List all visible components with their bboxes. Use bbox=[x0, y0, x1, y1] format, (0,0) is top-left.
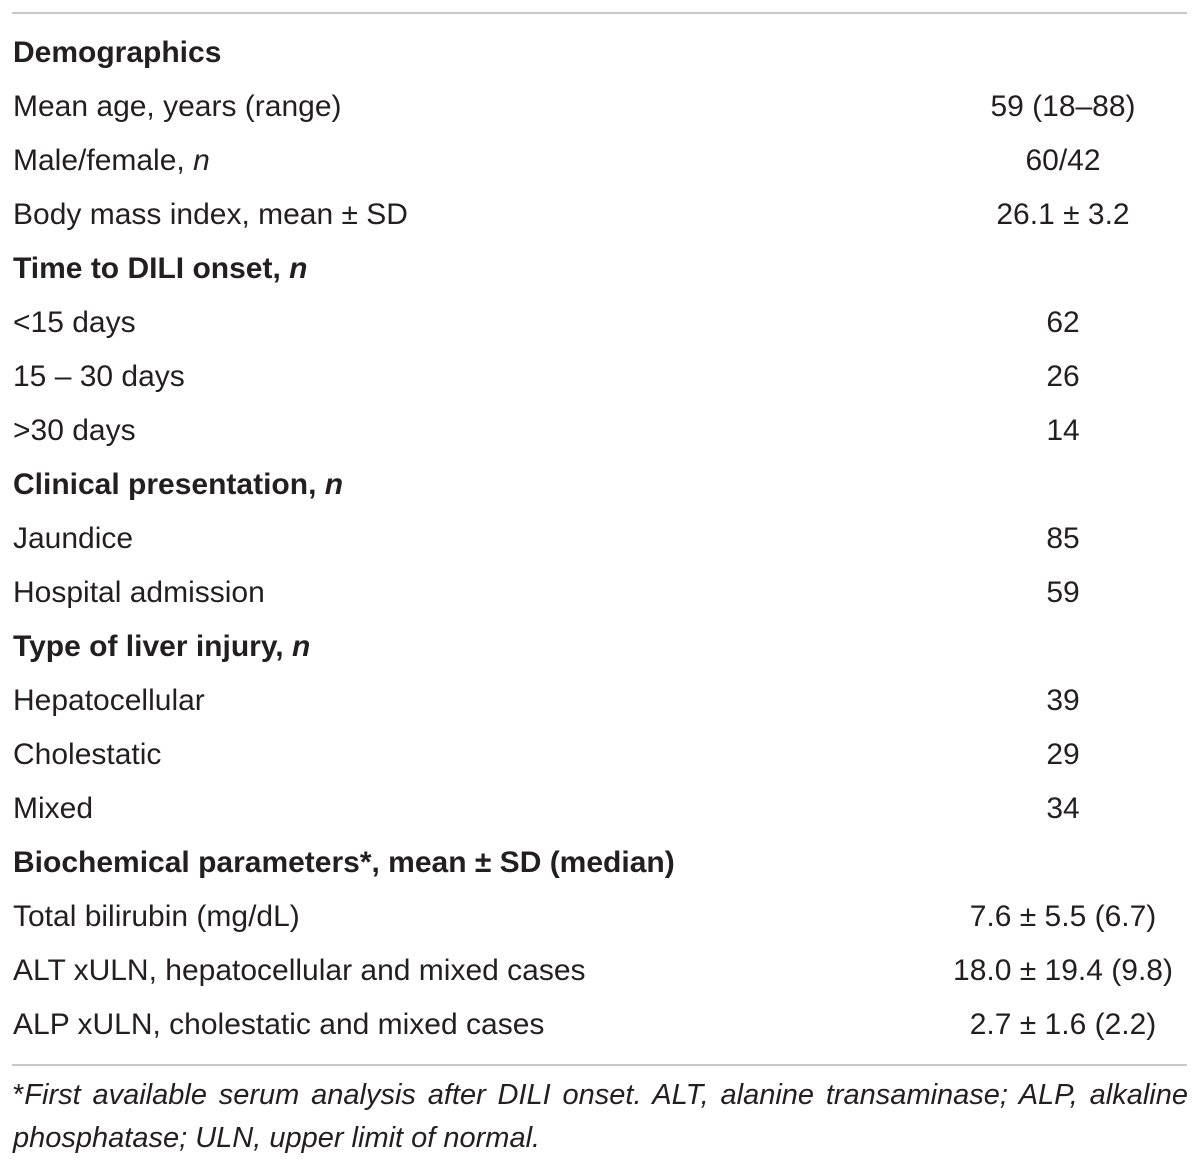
section-header bbox=[0, 836, 1200, 890]
section-title-text: Type of liver injury, bbox=[13, 630, 292, 663]
row-label bbox=[13, 782, 93, 836]
row-label bbox=[13, 728, 161, 782]
section-title bbox=[13, 836, 675, 890]
table-row bbox=[0, 998, 1200, 1052]
table-row bbox=[0, 296, 1200, 350]
row-label bbox=[13, 674, 205, 728]
row-value: 62 bbox=[1046, 306, 1080, 339]
row-value: 18.0 ± 19.4 (9.8) bbox=[953, 954, 1173, 987]
row-label bbox=[13, 296, 136, 350]
row-label-n: n bbox=[193, 144, 210, 177]
row-label bbox=[13, 80, 342, 134]
table-row bbox=[0, 674, 1200, 728]
table-row bbox=[0, 782, 1200, 836]
row-label-text: 15 – 30 days bbox=[13, 360, 185, 393]
section-title-text: Clinical presentation, bbox=[13, 468, 325, 501]
top-rule bbox=[12, 12, 1187, 14]
table-row bbox=[0, 80, 1200, 134]
section-header bbox=[0, 26, 1200, 80]
row-label-text: ALT xULN, hepatocellular and mixed cases bbox=[13, 954, 586, 987]
table-row bbox=[0, 188, 1200, 242]
section-title-n: n bbox=[324, 468, 344, 501]
table-row bbox=[0, 566, 1200, 620]
table-row bbox=[0, 404, 1200, 458]
row-value: 2.7 ± 1.6 (2.2) bbox=[969, 1008, 1157, 1041]
section-title-text: Time to DILI onset, bbox=[13, 252, 290, 285]
row-value: 59 bbox=[1046, 576, 1080, 609]
section-title-n: n bbox=[289, 252, 308, 285]
row-value: 85 bbox=[1046, 522, 1080, 555]
section-title bbox=[13, 242, 307, 296]
table-row bbox=[0, 944, 1200, 998]
row-value: 29 bbox=[1046, 738, 1080, 771]
row-label-text: >30 days bbox=[13, 414, 136, 447]
row-label-text: Cholestatic bbox=[13, 738, 162, 771]
characteristics-table bbox=[0, 26, 1200, 1052]
row-label-text: Hepatocellular bbox=[13, 684, 205, 717]
table-row bbox=[0, 134, 1200, 188]
bottom-rule bbox=[12, 1064, 1187, 1066]
row-label bbox=[13, 188, 408, 242]
row-value: 14 bbox=[1046, 414, 1080, 447]
row-label-text: Total bilirubin (mg/dL) bbox=[13, 900, 300, 933]
row-value: 26 bbox=[1046, 360, 1080, 393]
row-value: 26.1 ± 3.2 bbox=[996, 198, 1130, 231]
row-value: 7.6 ± 5.5 (6.7) bbox=[969, 900, 1157, 933]
table-row bbox=[0, 512, 1200, 566]
row-label-text: <15 days bbox=[13, 306, 136, 339]
row-value: 34 bbox=[1046, 792, 1080, 825]
row-label bbox=[13, 944, 586, 998]
row-label bbox=[13, 566, 265, 620]
row-value: 39 bbox=[1046, 684, 1080, 717]
section-title-text: Demographics bbox=[13, 36, 222, 69]
row-label bbox=[13, 404, 136, 458]
section-header bbox=[0, 242, 1200, 296]
section-title bbox=[13, 458, 343, 512]
table-row bbox=[0, 890, 1200, 944]
row-label bbox=[13, 890, 300, 944]
row-label-text: Body mass index, mean ± SD bbox=[13, 198, 408, 231]
row-label-text: Hospital admission bbox=[13, 576, 265, 609]
row-label-text: Jaundice bbox=[13, 522, 134, 555]
footnote-marker: * bbox=[13, 1079, 25, 1111]
section-title-n: n bbox=[291, 630, 311, 663]
row-label bbox=[13, 998, 544, 1052]
section-header bbox=[0, 458, 1200, 512]
table-footnote bbox=[13, 1074, 1188, 1160]
footnote-text: First available serum analysis after DILI onset. ALT, alanine transaminase; ALP, alkaline phosphatase; ULN, upper limit of normal. bbox=[13, 1079, 1188, 1154]
row-value: 59 (18–88) bbox=[990, 90, 1136, 123]
table-row bbox=[0, 350, 1200, 404]
row-label-text: ALP xULN, cholestatic and mixed cases bbox=[13, 1008, 545, 1041]
row-label-text: Mixed bbox=[13, 792, 94, 825]
table-row bbox=[0, 728, 1200, 782]
section-title-text: Biochemical parameters*, mean ± SD (median) bbox=[13, 846, 675, 879]
row-label bbox=[13, 512, 133, 566]
row-label-text: Mean age, years (range) bbox=[13, 90, 342, 123]
section-title bbox=[13, 26, 221, 80]
row-label-text: Male/female, bbox=[13, 144, 194, 177]
row-label bbox=[13, 350, 185, 404]
section-header bbox=[0, 620, 1200, 674]
row-value: 60/42 bbox=[1025, 144, 1101, 177]
row-label bbox=[13, 134, 210, 188]
section-title bbox=[13, 620, 310, 674]
